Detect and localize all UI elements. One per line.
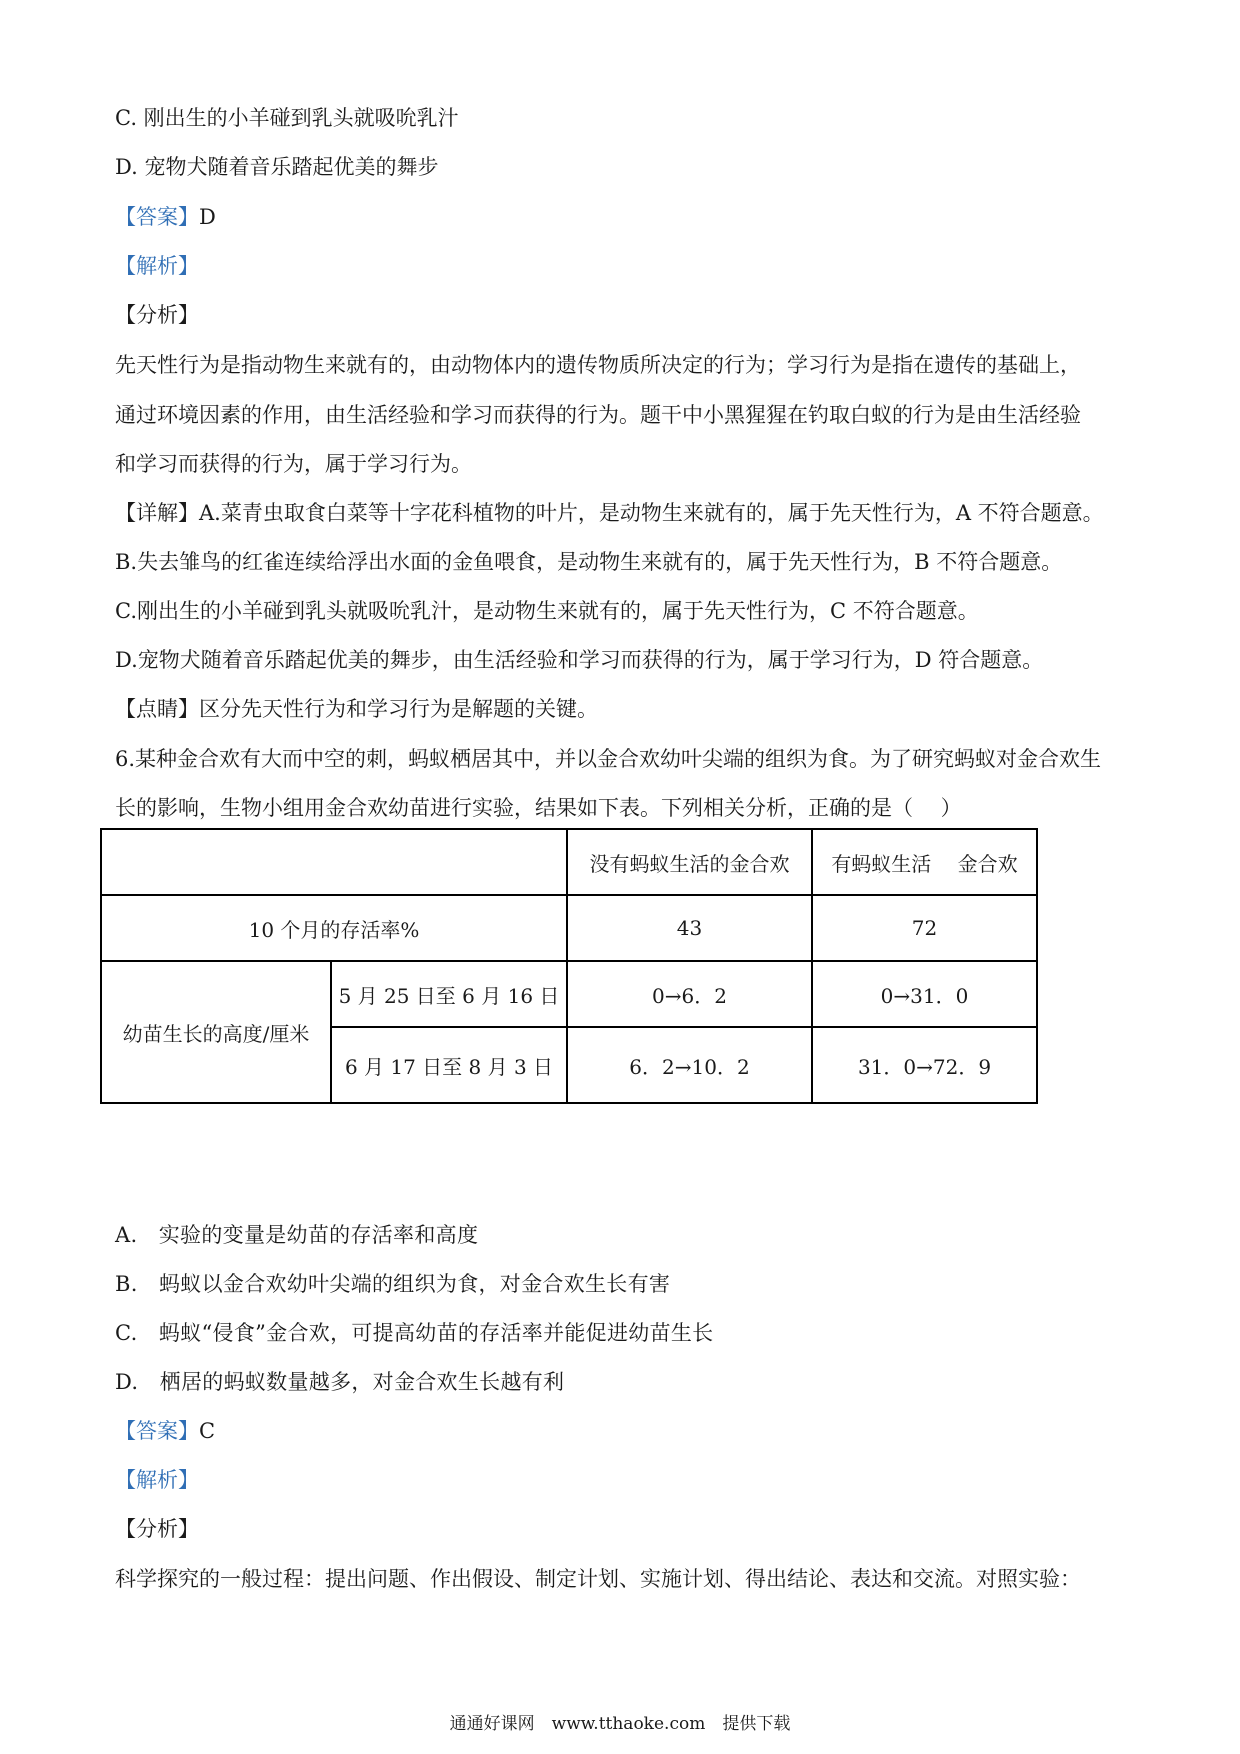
q6-analysis-line: 科学探究的一般过程：提出问题、作出假设、制定计划、实施计划、得出结论、表达和交流。对照实验：	[115, 1567, 1081, 1591]
q5-detail-line: D.宠物犬随着音乐踏起优美的舞步，由生活经验和学习而获得的行为，属于学习行为，D 符合题意。	[115, 648, 1044, 672]
q5-answer	[115, 202, 216, 232]
table-cell-label: 10 个月的存活率%	[101, 895, 567, 961]
q5-fenxi-tag: 【分析】	[115, 303, 199, 327]
table-header-empty-cell	[101, 829, 567, 895]
q5-option-c: C. 刚出生的小羊碰到乳头就吸吮乳汁	[115, 106, 459, 130]
q5-detail-line: B.失去雏鸟的红雀连续给浮出水面的金鱼喂食，是动物生来就有的，属于先天性行为，B 不符合题意。	[115, 550, 1063, 574]
ant-experiment-table	[100, 828, 1038, 1104]
q6-stem-line: 长的影响，生物小组用金合欢幼苗进行实验，结果如下表。下列相关分析，正确的是（ ）	[115, 796, 962, 820]
q6-option-c: C. 蚂蚁“侵食”金合欢，可提高幼苗的存活率并能促进幼苗生长	[115, 1321, 714, 1345]
q5-detail-line: C.刚出生的小羊碰到乳头就吸吮乳汁，是动物生来就有的，属于先天性行为，C 不符合题意。	[115, 599, 979, 623]
page-footer: 通通好课网 www.tthaoke.com 提供下载	[449, 1714, 791, 1734]
answer-tag: 【答案】	[115, 1419, 199, 1443]
table-cell-value: 72	[812, 895, 1037, 961]
q6-jiexi-tag: 【解析】	[115, 1468, 199, 1492]
table-cell-height-label: 幼苗生长的高度/厘米	[101, 961, 331, 1103]
table-cell-value: 43	[567, 895, 812, 961]
q5-option-d: D. 宠物犬随着音乐踏起优美的舞步	[115, 155, 439, 179]
q5-dianjing-line: 【点睛】区分先天性行为和学习行为是解题的关键。	[115, 697, 598, 721]
table-cell-value: 0→6．2	[567, 961, 812, 1027]
table-header-row	[101, 829, 1037, 895]
table-cell-period: 5 月 25 日至 6 月 16 日	[331, 961, 567, 1027]
table-cell-value: 6．2→10．2	[567, 1027, 812, 1103]
table-cell-period: 6 月 17 日至 8 月 3 日	[331, 1027, 567, 1103]
q5-jiexi-tag: 【解析】	[115, 254, 199, 278]
table-header-no-ant: 没有蚂蚁生活的金合欢	[567, 829, 812, 895]
table-row-period1	[101, 961, 1037, 1027]
table-header-ant: 有蚂蚁生活 金合欢	[812, 829, 1037, 895]
q6-stem-line: 6.某种金合欢有大而中空的刺，蚂蚁栖居其中，并以金合欢幼叶尖端的组织为食。为了研究蚂蚁对金合欢生	[115, 747, 1102, 771]
q5-analysis-line: 和学习而获得的行为，属于学习行为。	[115, 452, 472, 476]
q6-fenxi-tag: 【分析】	[115, 1517, 199, 1541]
table-cell-value: 31．0→72．9	[812, 1027, 1037, 1103]
q6-option-b: B. 蚂蚁以金合欢幼叶尖端的组织为食，对金合欢生长有害	[115, 1272, 671, 1296]
q5-analysis-line: 通过环境因素的作用，由生活经验和学习而获得的行为。题干中小黑猩猩在钓取白蚁的行为是由生活经验	[115, 403, 1081, 427]
table-cell-value: 0→31．0	[812, 961, 1037, 1027]
q5-detail-line: 【详解】A.菜青虫取食白菜等十字花科植物的叶片，是动物生来就有的，属于先天性行为，A 不符合题意。	[115, 501, 1104, 525]
answer-value: C	[199, 1419, 216, 1443]
q6-answer	[115, 1416, 215, 1446]
table-row-survival	[101, 895, 1037, 961]
q5-analysis-line: 先天性行为是指动物生来就有的，由动物体内的遗传物质所决定的行为；学习行为是指在遗传的基础上，	[115, 353, 1081, 377]
q6-option-a: A. 实验的变量是幼苗的存活率和高度	[115, 1223, 479, 1247]
answer-tag: 【答案】	[115, 205, 199, 229]
answer-value: D	[199, 205, 216, 229]
q6-option-d: D. 栖居的蚂蚁数量越多，对金合欢生长越有利	[115, 1370, 565, 1394]
